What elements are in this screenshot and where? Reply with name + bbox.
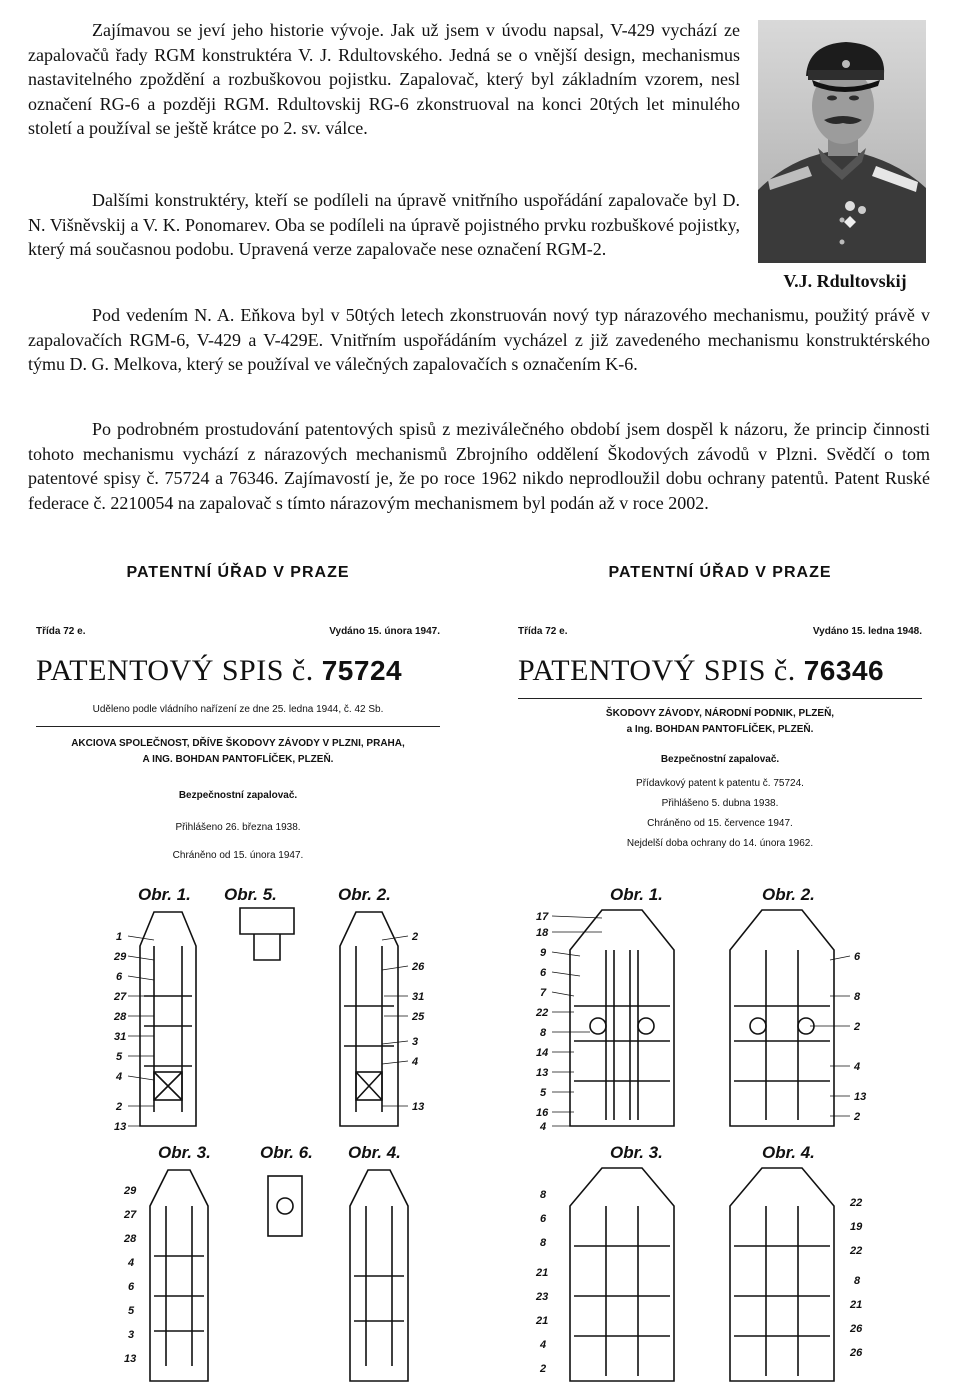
ref-number: 5 bbox=[128, 1305, 135, 1317]
portrait-caption: V.J. Rdultovskij bbox=[783, 271, 907, 291]
ref-number: 18 bbox=[536, 927, 549, 939]
figure-label: Obr. 1. bbox=[610, 885, 663, 904]
ref-number: 13 bbox=[114, 1121, 127, 1133]
ref-number: 8 bbox=[540, 1237, 547, 1249]
figure-label: Obr. 3. bbox=[610, 1143, 663, 1162]
ref-number: 21 bbox=[850, 1299, 863, 1311]
figure-label: Obr. 4. bbox=[762, 1143, 815, 1162]
patent-line: Bezpečnostní zapalovač. bbox=[660, 754, 780, 765]
divider bbox=[518, 698, 922, 699]
ref-number: 4 bbox=[116, 1071, 123, 1083]
figure-label: Obr. 3. bbox=[158, 1143, 211, 1162]
patent-line: Chráněno od 15. února 1947. bbox=[172, 850, 304, 861]
ref-number: 5 bbox=[540, 1087, 547, 1099]
figure-label: Obr. 2. bbox=[338, 885, 391, 904]
ref-number: 29 bbox=[124, 1185, 137, 1197]
ref-number: 4 bbox=[128, 1257, 135, 1269]
ref-number: 31 bbox=[412, 991, 425, 1003]
patent-line: Chráněno od 15. července 1947. bbox=[647, 818, 793, 829]
ref-number: 6 bbox=[540, 1213, 547, 1225]
paragraph-enkov: Pod vedením N. A. Eňkova byl v 50tých letech zkonstruován nový typ nárazového mechanismu, použitý právě v zapalovačích RGM-6, V-429 a V-429E. Vnitřním uspořádáním vycházel z již zavedeného mechanismu konstruktérského týmu D. G. Melkova, který se používal ve válečných zapalovačích s označením K-6. bbox=[28, 305, 930, 374]
ref-number: 2 bbox=[540, 1363, 547, 1375]
ref-number: 13 bbox=[536, 1067, 549, 1079]
ref-number: 26 bbox=[850, 1323, 863, 1335]
divider bbox=[36, 726, 440, 727]
figure-label: Obr. 1. bbox=[138, 885, 191, 904]
ref-number: 22 bbox=[536, 1007, 549, 1019]
ref-number: 21 bbox=[536, 1267, 549, 1279]
ref-number: 26 bbox=[412, 961, 425, 973]
patent-issued: Vydáno 15. února 1947. bbox=[329, 626, 440, 637]
ref-number: 19 bbox=[850, 1221, 863, 1233]
ref-number: 1 bbox=[116, 931, 123, 943]
ref-number: 25 bbox=[412, 1011, 425, 1023]
patent-office-heading: PATENTNÍ ÚŘAD V PRAZE bbox=[608, 564, 832, 581]
patent-76346 bbox=[510, 558, 930, 1388]
ref-number: 4 bbox=[540, 1121, 547, 1133]
patent-class: Třída 72 e. bbox=[518, 626, 568, 637]
patent-issued: Vydáno 15. ledna 1948. bbox=[812, 626, 922, 637]
ref-number: 3 bbox=[412, 1036, 419, 1048]
ref-number: 22 bbox=[850, 1245, 863, 1257]
ref-number: 13 bbox=[854, 1091, 867, 1103]
patent-line: A ING. BOHDAN PANTOFLÍČEK, PLZEŇ. bbox=[142, 754, 334, 765]
ref-number: 7 bbox=[540, 987, 547, 999]
patent-line: Přídavkový patent k patentu č. 75724. bbox=[636, 778, 804, 789]
patent-header-row bbox=[36, 626, 440, 637]
ref-number: 6 bbox=[116, 971, 123, 983]
patent-number: 75724 bbox=[321, 655, 403, 686]
ref-number: 8 bbox=[854, 1275, 861, 1287]
ref-number: 3 bbox=[128, 1329, 135, 1341]
ref-number: 31 bbox=[114, 1031, 127, 1043]
ref-number: 8 bbox=[854, 991, 861, 1003]
ref-number: 4 bbox=[854, 1061, 861, 1073]
figure-label: Obr. 6. bbox=[260, 1143, 313, 1162]
paragraph-history: Zajímavou se jeví jeho historie vývoje. Jak už jsem v úvodu napsal, V-429 vychází ze zapalovačů řady RGM konstruktéra V. J. Rdultovského. Jedná se o vnější design, mechanismus nastavitelného zpoždění a rozbuškovou pojistku. Zapalovač, který byl základním vzorem, nesl označení RG-6 a později RGM. Rdultovskij RG-6 zkonstruoval na konci 20tých let minulého století a používal se ještě krátce po 2. sv. válce. bbox=[28, 20, 740, 138]
ref-number: 8 bbox=[540, 1027, 547, 1039]
ref-number: 2 bbox=[116, 1101, 123, 1113]
portrait-photo bbox=[758, 20, 926, 263]
ref-number: 14 bbox=[536, 1047, 549, 1059]
ref-number: 2 bbox=[412, 931, 419, 943]
ref-number: 23 bbox=[536, 1291, 549, 1303]
ref-number: 6 bbox=[854, 951, 861, 963]
patent-title-prefix: PATENTOVÝ SPIS č. bbox=[36, 654, 314, 687]
ref-number: 21 bbox=[536, 1315, 549, 1327]
patent-line: Uděleno podle vládního nařízení ze dne 25. ledna 1944, č. 42 Sb. bbox=[92, 704, 384, 715]
ref-number: 26 bbox=[850, 1347, 863, 1359]
ref-number: 2 bbox=[854, 1021, 861, 1033]
patent-title bbox=[36, 654, 448, 688]
ref-number: 27 bbox=[124, 1209, 137, 1221]
ref-number: 9 bbox=[540, 947, 547, 959]
patent-drawings bbox=[510, 876, 930, 1388]
ref-number: 4 bbox=[412, 1056, 419, 1068]
patent-line: Přihlášeno 26. března 1938. bbox=[175, 822, 301, 833]
paragraph-designers: Dalšími konstruktéry, kteří se podíleli na úpravě vnitřního uspořádání zapalovače byl D. N. Višněvskij a V. K. Ponomarev. Oba se podíleli na úpravě pojistného prvku rozbuškové pojistky, který má současnou podobu. Upravená verze zapalovače nese označení RGM-2. bbox=[28, 190, 740, 259]
patent-line: a Ing. BOHDAN PANTOFLÍČEK, PLZEŇ. bbox=[626, 724, 814, 735]
ref-number: 6 bbox=[540, 967, 547, 979]
ref-number: 27 bbox=[114, 991, 127, 1003]
figure-label: Obr. 2. bbox=[762, 885, 815, 904]
figure-label: Obr. 5. bbox=[224, 885, 277, 904]
ref-number: 17 bbox=[536, 911, 549, 923]
patent-line: Přihlášeno 5. dubna 1938. bbox=[661, 798, 779, 809]
ref-number: 22 bbox=[850, 1197, 863, 1209]
patent-title bbox=[518, 654, 930, 688]
ref-number: 28 bbox=[114, 1011, 127, 1023]
patent-class: Třída 72 e. bbox=[36, 626, 86, 637]
ref-number: 8 bbox=[540, 1189, 547, 1201]
ref-number: 13 bbox=[124, 1353, 137, 1365]
patent-75724 bbox=[28, 558, 448, 1388]
ref-number: 6 bbox=[128, 1281, 135, 1293]
patent-drawings bbox=[28, 876, 448, 1388]
ref-number: 16 bbox=[536, 1107, 549, 1119]
ref-number: 4 bbox=[540, 1339, 547, 1351]
patent-header-row bbox=[518, 626, 922, 637]
ref-number: 13 bbox=[412, 1101, 425, 1113]
patent-title-prefix: PATENTOVÝ SPIS č. bbox=[518, 654, 796, 687]
patent-line: ŠKODOVY ZÁVODY, NÁRODNÍ PODNIK, PLZEŇ, bbox=[605, 708, 835, 719]
patent-line: Bezpečnostní zapalovač. bbox=[178, 790, 298, 801]
patent-line: Nejdelší doba ochrany do 14. února 1962. bbox=[626, 838, 814, 849]
ref-number: 5 bbox=[116, 1051, 123, 1063]
paragraph-patents: Po podrobném prostudování patentových spisů z meziválečného období jsem dospěl k názoru, že princip činnosti tohoto mechanismu vychází z nárazových mechanismů Zbrojního oddělení Škodových závodů v Plzni. Svědčí o tom patentové spisy č. 75724 a 76346. Zajímavostí je, že po roce 1962 nikdo neprodloužil dobu ochrany patentů. Patent Ruské federace č. 2210054 na zapalovač s tímto nárazovým mechanismem byl podán až v roce 2002. bbox=[28, 419, 930, 513]
ref-number: 2 bbox=[854, 1111, 861, 1123]
ref-number: 28 bbox=[124, 1233, 137, 1245]
patent-office-heading: PATENTNÍ ÚŘAD V PRAZE bbox=[126, 564, 350, 581]
figure-label: Obr. 4. bbox=[348, 1143, 401, 1162]
patent-line: AKCIOVA SPOLEČNOST, DŘÍVE ŠKODOVY ZÁVODY V PLZNI, PRAHA, bbox=[71, 738, 405, 749]
patent-number: 76346 bbox=[803, 655, 885, 686]
ref-number: 29 bbox=[114, 951, 127, 963]
